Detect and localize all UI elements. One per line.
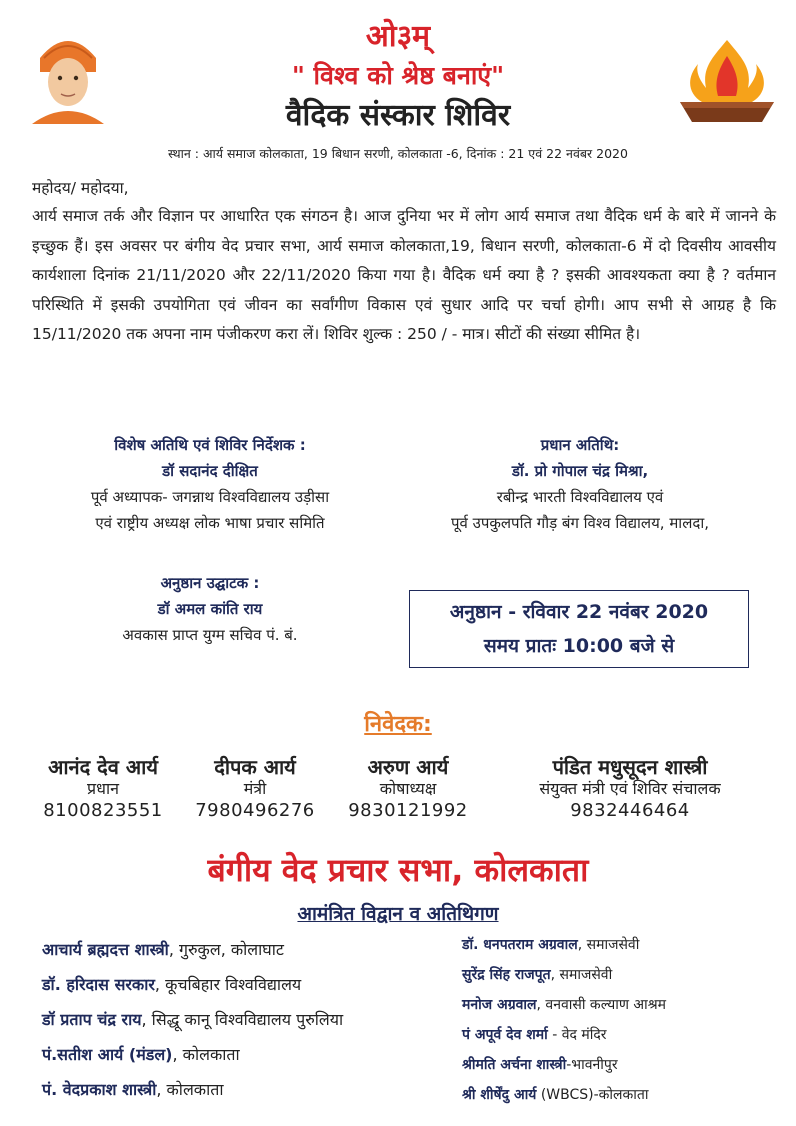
event-date-line: अनुष्ठान - रविवार 22 नवंबर 2020: [449, 601, 709, 623]
chief-guest-line2: पूर्व उपकुलपति गौड़ बंग विश्व विद्यालय, मालदा,: [450, 514, 709, 532]
camp-title: वैदिक संस्कार शिविर: [285, 98, 511, 133]
event-box: [409, 590, 749, 668]
inaugurator-line1: अवकास प्राप्त युग्म सचिव पं. बं.: [122, 626, 298, 644]
member-role: प्रधान: [87, 779, 119, 798]
chief-guest-block: [400, 432, 760, 536]
list-item: मनोज अग्रवाल, वनवासी कल्याण आश्रम: [462, 997, 666, 1013]
member-phone: 9832446464: [570, 800, 690, 821]
member-phone: 8100823551: [43, 800, 163, 821]
chief-guest-name: डॉ. प्रो गोपाल चंद्र मिश्रा,: [511, 462, 649, 480]
member-name: दीपक आर्य: [214, 755, 296, 779]
invitees-heading: आमंत्रित विद्वान व अतिथिगण: [297, 903, 499, 925]
inaugurator-heading: अनुष्ठान उद्घाटक :: [160, 574, 260, 592]
special-guest-block: [30, 432, 390, 536]
om-title: ओ३म्: [365, 19, 431, 54]
member-phone: 7980496276: [195, 800, 315, 821]
organizer-member: [28, 756, 178, 822]
organizer-member: [180, 756, 330, 822]
list-item: श्री शीर्षेंदु आर्य (WBCS)-कोलकाता: [462, 1087, 649, 1103]
member-role: संयुक्त मंत्री एवं शिविर संचालक: [539, 779, 721, 798]
special-guest-heading: विशेष अतिथि एवं शिविर निर्देशक :: [114, 436, 306, 454]
organizers-heading: निवेदक:: [364, 712, 432, 737]
event-time-line: समय प्रातः 10:00 बजे से: [483, 635, 675, 657]
list-item: डॉ. धनपतराम अग्रवाल, समाजसेवी: [462, 937, 640, 953]
list-item: सुरेंद्र सिंह राजपूत, समाजसेवी: [462, 967, 613, 983]
list-item: डॉ प्रताप चंद्र राय, सिद्धू कानू विश्वविद्यालय पुरुलिया: [42, 1010, 344, 1029]
chief-guest-heading: प्रधान अतिथि:: [540, 436, 620, 454]
chief-guest-line1: रबीन्द्र भारती विश्वविद्यालय एवं: [496, 488, 664, 506]
invitees-left-list: [42, 932, 462, 1107]
salutation: महोदय/ महोदया,: [32, 179, 129, 197]
member-phone: 9830121992: [348, 800, 468, 821]
inaugurator-block: [60, 570, 360, 648]
list-item: पं. वेदप्रकाश शास्त्री, कोलकाता: [42, 1080, 224, 1099]
invitees-right-list: [462, 930, 782, 1110]
organizer-member: [500, 756, 760, 822]
list-item: पं अपूर्व देव शर्मा - वेद मंदिर: [462, 1027, 607, 1043]
slogan: " विश्व को श्रेष्ठ बनाएं": [291, 61, 505, 90]
special-guest-line1: पूर्व अध्यापक- जगन्नाथ विश्वविद्यालय उड़ीसा: [90, 488, 330, 506]
member-name: आनंद देव आर्य: [48, 755, 158, 779]
member-name: पंडित मधुसूदन शास्त्री: [552, 755, 708, 779]
list-item: पं.सतीश आर्य (मंडल), कोलकाता: [42, 1045, 240, 1064]
member-role: कोषाध्यक्ष: [379, 779, 437, 798]
list-item: श्रीमति अर्चना शास्त्री-भावनीपुर: [462, 1057, 618, 1073]
inaugurator-name: डॉ अमल कांति राय: [157, 600, 263, 618]
sabha-title: बंगीय वेद प्रचार सभा, कोलकाता: [207, 851, 589, 889]
organizer-member: [338, 756, 478, 822]
special-guest-line2: एवं राष्ट्रीय अध्यक्ष लोक भाषा प्रचार समिति: [95, 514, 325, 532]
invitation-paragraph: आर्य समाज तर्क और विज्ञान पर आधारित एक संगठन है। आज दुनिया भर में लोग आर्य समाज तथा वैदिक धर्म के बारे में जानने के इच्छुक हैं। इस अवसर पर बंगीय वेद प्रचार सभा, आर्य समाज कोलकाता,19, बिधान सरणी, कोलकाता-6 में दो दिवसीय आवसीय कार्यशाला दिनांक 21/11/2020 और 22/11/2020 किया गया है। वैदिक धर्म क्या है ? इसकी आवश्यकता क्या है ? वर्तमान परिस्थिति में इसकी उपयोगिता एवं जीवन का सर्वांगीण विकास एवं सुधार आदि पर चर्चा होगी। आप सभी से आग्रह है कि 15/11/2020 तक अपना नाम पंजीकरण करा लें। शिविर शुल्क : 250 / - मात्र। सीटों की संख्या सीमित है।: [32, 207, 776, 343]
special-guest-name: डॉ सदानंद दीक्षित: [162, 462, 258, 480]
venue-date-line: स्थान : आर्य समाज कोलकाता, 19 बिधान सरणी, कोलकाता -6, दिनांक : 21 एवं 22 नवंबर 2020: [168, 146, 628, 161]
member-role: मंत्री: [243, 779, 267, 798]
member-name: अरुण आर्य: [367, 755, 449, 779]
list-item: आचार्य ब्रह्मदत्त शास्त्री, गुरुकुल, कोलाघाट: [42, 940, 284, 959]
list-item: डॉ. हरिदास सरकार, कूचबिहार विश्वविद्यालय: [42, 975, 302, 994]
